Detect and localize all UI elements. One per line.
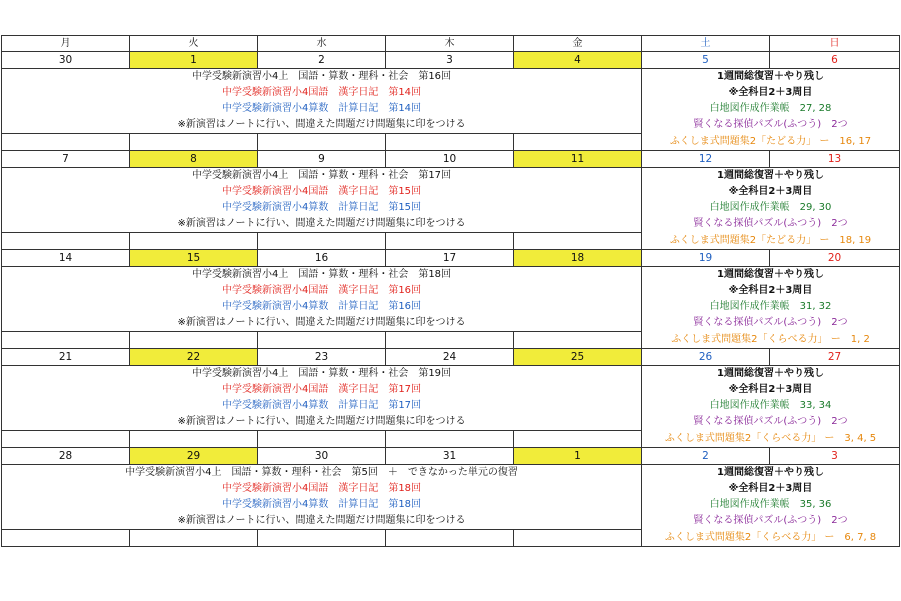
week-date-row [2, 349, 900, 366]
date-cell: 23 [258, 349, 386, 366]
empty-cell [258, 134, 386, 151]
week-task-row [2, 283, 900, 299]
weekend-review-task: 1週間総復習＋やり残し [642, 267, 900, 284]
weekend-all-subjects-note: ※全科目2＋3周目 [642, 184, 900, 200]
notebook-instruction: ※新演習はノートに行い、間違えた問題だけ問題集に印をつける [2, 414, 642, 431]
kanji-diary-task: 中学受験新演習小4国語 漢字日記 第14回 [2, 85, 642, 101]
week-task-row [2, 200, 900, 216]
weekend-fukushima-task: ふくしま式問題集2「たどる力」 ー 16, 17 [642, 134, 900, 151]
date-cell: 8 [130, 151, 258, 168]
date-cell: 21 [2, 349, 130, 366]
date-cell: 2 [642, 448, 770, 465]
weekend-puzzle-task: 賢くなる探偵パズル(ふつう) 2つ [642, 414, 900, 431]
week-task-row [2, 69, 900, 86]
date-cell: 16 [258, 250, 386, 267]
week-task-row [2, 513, 900, 530]
weekend-fukushima-task: ふくしま式問題集2「くらべる力」 ー 6, 7, 8 [642, 530, 900, 547]
date-cell: 7 [2, 151, 130, 168]
week-task-row [2, 117, 900, 134]
date-cell: 2 [258, 52, 386, 69]
empty-cell [2, 134, 130, 151]
week-task-row [2, 315, 900, 332]
date-cell: 29 [130, 448, 258, 465]
header-sunday: 日 [770, 36, 900, 52]
empty-cell [258, 431, 386, 448]
empty-cell [514, 431, 642, 448]
date-cell: 1 [514, 448, 642, 465]
empty-cell [514, 134, 642, 151]
header-wednesday: 水 [258, 36, 386, 52]
week-task-row [2, 366, 900, 383]
week-task-row [2, 431, 900, 448]
weekend-map-task: 白地図作成作業帳 33, 34 [642, 398, 900, 414]
empty-cell [258, 233, 386, 250]
header-saturday: 土 [642, 36, 770, 52]
main-workbook-task: 中学受験新演習小4上 国語・算数・理科・社会 第16回 [2, 69, 642, 86]
empty-cell [258, 530, 386, 547]
weekend-review-task: 1週間総復習＋やり残し [642, 69, 900, 86]
date-cell: 4 [514, 52, 642, 69]
week-task-row [2, 332, 900, 349]
main-workbook-task: 中学受験新演習小4上 国語・算数・理科・社会 第5回 ＋ できなかった単元の復習 [2, 465, 642, 482]
week-date-row [2, 448, 900, 465]
week-task-row [2, 168, 900, 185]
empty-cell [386, 530, 514, 547]
date-cell: 13 [770, 151, 900, 168]
week-task-row [2, 85, 900, 101]
calc-diary-task: 中学受験新演習小4算数 計算日記 第14回 [2, 101, 642, 117]
weekend-puzzle-task: 賢くなる探偵パズル(ふつう) 2つ [642, 513, 900, 530]
date-cell: 3 [770, 448, 900, 465]
empty-cell [386, 134, 514, 151]
date-cell: 15 [130, 250, 258, 267]
weekday-header-row [2, 36, 900, 52]
empty-cell [130, 530, 258, 547]
empty-cell [258, 332, 386, 349]
main-workbook-task: 中学受験新演習小4上 国語・算数・理科・社会 第17回 [2, 168, 642, 185]
main-workbook-task: 中学受験新演習小4上 国語・算数・理科・社会 第18回 [2, 267, 642, 284]
date-cell: 5 [642, 52, 770, 69]
date-cell: 18 [514, 250, 642, 267]
weekend-all-subjects-note: ※全科目2＋3周目 [642, 382, 900, 398]
header-friday: 金 [514, 36, 642, 52]
date-cell: 10 [386, 151, 514, 168]
kanji-diary-task: 中学受験新演習小4国語 漢字日記 第17回 [2, 382, 642, 398]
calc-diary-task: 中学受験新演習小4算数 計算日記 第18回 [2, 497, 642, 513]
weekend-map-task: 白地図作成作業帳 29, 30 [642, 200, 900, 216]
empty-cell [2, 530, 130, 547]
week-task-row [2, 267, 900, 284]
week-task-row [2, 398, 900, 414]
empty-cell [130, 233, 258, 250]
calc-diary-task: 中学受験新演習小4算数 計算日記 第16回 [2, 299, 642, 315]
weekend-review-task: 1週間総復習＋やり残し [642, 168, 900, 185]
week-task-row [2, 382, 900, 398]
weekend-all-subjects-note: ※全科目2＋3周目 [642, 481, 900, 497]
weekend-fukushima-task: ふくしま式問題集2「くらべる力」 ー 1, 2 [642, 332, 900, 349]
empty-cell [386, 431, 514, 448]
weekend-map-task: 白地図作成作業帳 31, 32 [642, 299, 900, 315]
notebook-instruction: ※新演習はノートに行い、間違えた問題だけ問題集に印をつける [2, 513, 642, 530]
kanji-diary-task: 中学受験新演習小4国語 漢字日記 第16回 [2, 283, 642, 299]
weekend-all-subjects-note: ※全科目2＋3周目 [642, 85, 900, 101]
weekend-map-task: 白地図作成作業帳 27, 28 [642, 101, 900, 117]
week-task-row [2, 299, 900, 315]
week-date-row [2, 52, 900, 69]
weekend-puzzle-task: 賢くなる探偵パズル(ふつう) 2つ [642, 117, 900, 134]
empty-cell [386, 332, 514, 349]
notebook-instruction: ※新演習はノートに行い、間違えた問題だけ問題集に印をつける [2, 315, 642, 332]
empty-cell [130, 134, 258, 151]
date-cell: 3 [386, 52, 514, 69]
empty-cell [514, 332, 642, 349]
date-cell: 22 [130, 349, 258, 366]
weekend-review-task: 1週間総復習＋やり残し [642, 465, 900, 482]
study-schedule-table [1, 35, 900, 547]
date-cell: 17 [386, 250, 514, 267]
kanji-diary-task: 中学受験新演習小4国語 漢字日記 第18回 [2, 481, 642, 497]
date-cell: 30 [2, 52, 130, 69]
week-task-row [2, 497, 900, 513]
date-cell: 28 [2, 448, 130, 465]
week-task-row [2, 465, 900, 482]
date-cell: 26 [642, 349, 770, 366]
calc-diary-task: 中学受験新演習小4算数 計算日記 第15回 [2, 200, 642, 216]
week-task-row [2, 134, 900, 151]
week-task-row [2, 184, 900, 200]
weekend-puzzle-task: 賢くなる探偵パズル(ふつう) 2つ [642, 315, 900, 332]
week-task-row [2, 530, 900, 547]
date-cell: 1 [130, 52, 258, 69]
header-thursday: 木 [386, 36, 514, 52]
main-workbook-task: 中学受験新演習小4上 国語・算数・理科・社会 第19回 [2, 366, 642, 383]
date-cell: 12 [642, 151, 770, 168]
week-task-row [2, 233, 900, 250]
date-cell: 24 [386, 349, 514, 366]
weekend-review-task: 1週間総復習＋やり残し [642, 366, 900, 383]
calc-diary-task: 中学受験新演習小4算数 計算日記 第17回 [2, 398, 642, 414]
date-cell: 11 [514, 151, 642, 168]
empty-cell [514, 530, 642, 547]
date-cell: 9 [258, 151, 386, 168]
empty-cell [130, 431, 258, 448]
empty-cell [2, 233, 130, 250]
empty-cell [514, 233, 642, 250]
week-task-row [2, 414, 900, 431]
empty-cell [130, 332, 258, 349]
week-task-row [2, 481, 900, 497]
notebook-instruction: ※新演習はノートに行い、間違えた問題だけ問題集に印をつける [2, 216, 642, 233]
weekend-puzzle-task: 賢くなる探偵パズル(ふつう) 2つ [642, 216, 900, 233]
header-tuesday: 火 [130, 36, 258, 52]
week-date-row [2, 151, 900, 168]
weekend-fukushima-task: ふくしま式問題集2「くらべる力」 ー 3, 4, 5 [642, 431, 900, 448]
date-cell: 19 [642, 250, 770, 267]
date-cell: 14 [2, 250, 130, 267]
date-cell: 30 [258, 448, 386, 465]
week-date-row [2, 250, 900, 267]
date-cell: 31 [386, 448, 514, 465]
empty-cell [2, 332, 130, 349]
date-cell: 25 [514, 349, 642, 366]
date-cell: 27 [770, 349, 900, 366]
notebook-instruction: ※新演習はノートに行い、間違えた問題だけ問題集に印をつける [2, 117, 642, 134]
kanji-diary-task: 中学受験新演習小4国語 漢字日記 第15回 [2, 184, 642, 200]
week-task-row [2, 216, 900, 233]
date-cell: 20 [770, 250, 900, 267]
weekend-all-subjects-note: ※全科目2＋3周目 [642, 283, 900, 299]
header-monday: 月 [2, 36, 130, 52]
date-cell: 6 [770, 52, 900, 69]
weekend-map-task: 白地図作成作業帳 35, 36 [642, 497, 900, 513]
weekend-fukushima-task: ふくしま式問題集2「たどる力」 ー 18, 19 [642, 233, 900, 250]
empty-cell [386, 233, 514, 250]
week-task-row [2, 101, 900, 117]
empty-cell [2, 431, 130, 448]
